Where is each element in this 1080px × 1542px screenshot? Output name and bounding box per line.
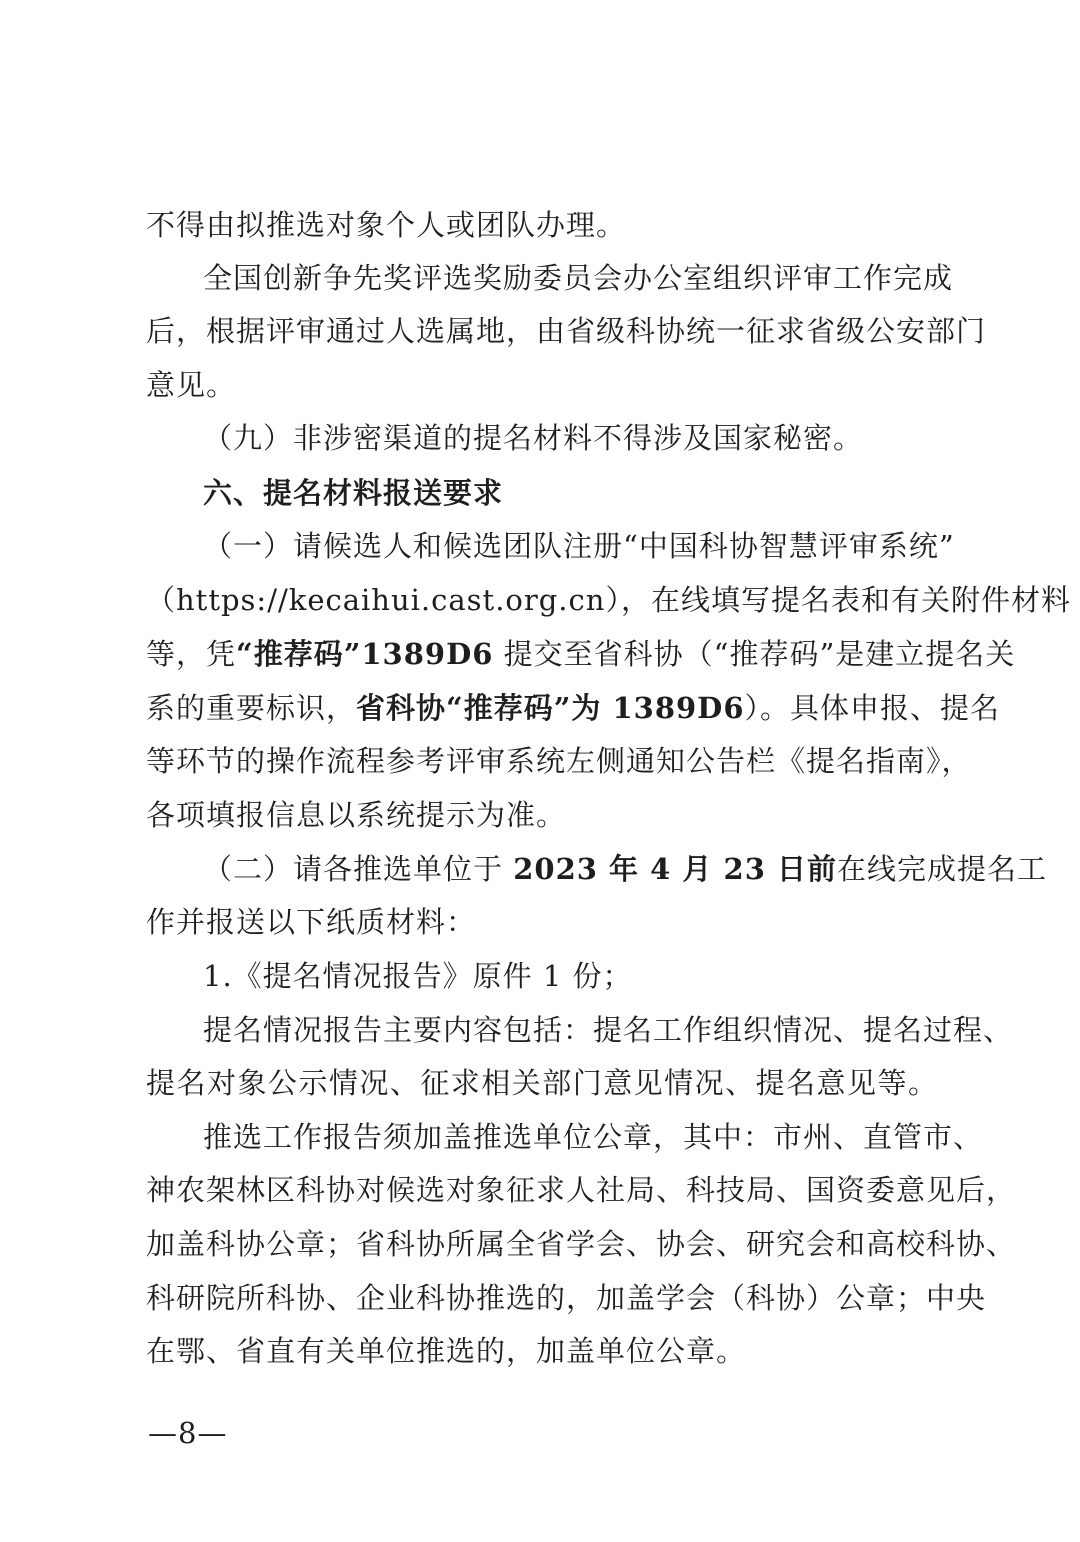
text-line xyxy=(203,849,1047,889)
page-number: —8— xyxy=(148,1416,228,1450)
text-line: （https://kecaihui.cast.org.cn），在线填写提名表和有关附件材料 xyxy=(146,583,1071,617)
text-line: 作并报送以下纸质材料： xyxy=(146,905,477,939)
text-line: 科研院所科协、企业科协推选的，加盖学会（科协）公章；中央 xyxy=(146,1281,987,1315)
text-line: （九）非涉密渠道的提名材料不得涉及国家秘密。 xyxy=(203,421,864,455)
deadline-bold: 2023 年 4 月 23 日前 xyxy=(513,852,837,886)
text-run: （二）请各推选单位于 xyxy=(203,852,504,886)
text-line: 等环节的操作流程参考评审系统左侧通知公告栏《提名指南》， xyxy=(146,744,972,778)
text-line: 提名情况报告主要内容包括：提名工作组织情况、提名过程、 xyxy=(203,1013,1014,1047)
section-heading: 六、提名材料报送要求 xyxy=(203,476,504,510)
text-line: 全国创新争先奖评选奖励委员会办公室组织评审工作完成 xyxy=(203,261,954,295)
text-line: （一）请候选人和候选团队注册“中国科协智慧评审系统” xyxy=(203,529,955,563)
text-run: 等，凭 xyxy=(146,637,237,671)
recommend-code-bold: 省科协“推荐码”为 1389D6 xyxy=(356,691,745,725)
recommend-code-bold: “推荐码”1389D6 xyxy=(236,637,494,671)
text-run: 系的重要标识， xyxy=(146,691,357,725)
text-run: ）。具体申报、提名 xyxy=(744,691,1001,725)
text-line: 在鄂、省直有关单位推选的，加盖单位公章。 xyxy=(146,1334,747,1368)
text-line xyxy=(146,634,1016,674)
text-run: 在线完成提名工 xyxy=(836,852,1047,886)
text-run: 提交至省科协（“推荐码”是建立提名关 xyxy=(503,637,1016,671)
text-line: 推选工作报告须加盖推选单位公章，其中：市州、直管市、 xyxy=(203,1120,984,1154)
text-line: 加盖科协公章；省科协所属全省学会、协会、研究会和高校科协、 xyxy=(146,1227,1017,1261)
text-line: 后，根据评审通过人选属地，由省级科协统一征求省级公安部门 xyxy=(146,314,987,348)
text-line: 意见。 xyxy=(146,368,237,402)
text-line: 1.《提名情况报告》原件 1 份； xyxy=(203,959,633,993)
text-line: 提名对象公示情况、征求相关部门意见情况、提名意见等。 xyxy=(146,1066,938,1100)
text-line xyxy=(146,688,1001,728)
text-line: 神农架林区科协对候选对象征求人社局、科技局、国资委意见后， xyxy=(146,1173,1017,1207)
text-line: 不得由拟推选对象个人或团队办理。 xyxy=(146,208,627,242)
text-line: 各项填报信息以系统提示为准。 xyxy=(146,798,567,832)
